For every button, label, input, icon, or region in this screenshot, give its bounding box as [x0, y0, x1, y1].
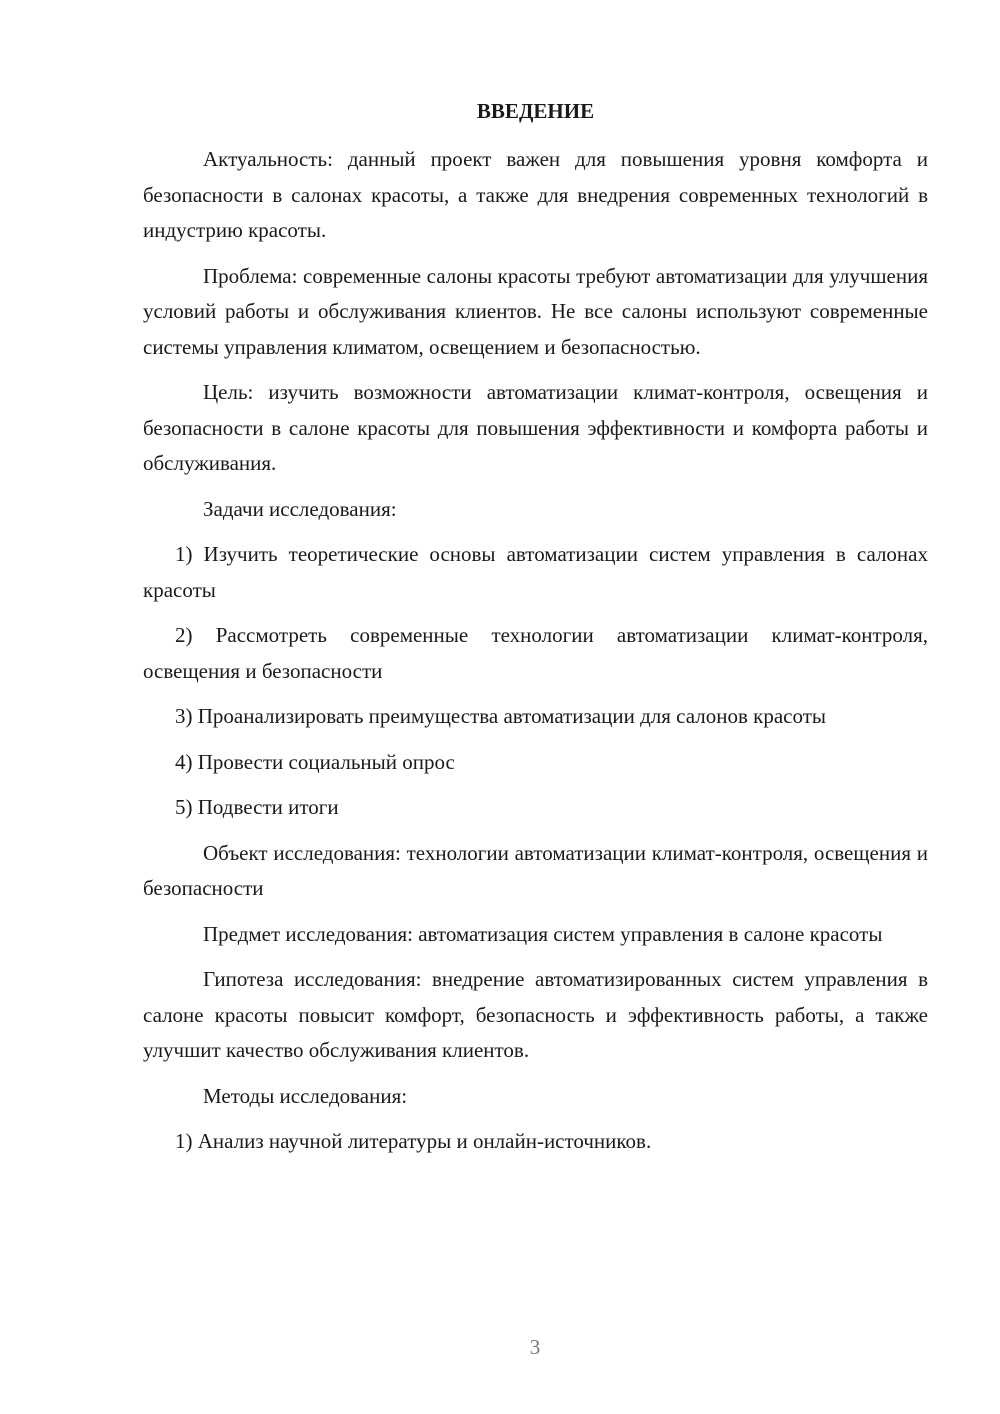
relevance-paragraph: Актуальность: данный проект важен для повышения уровня комфорта и безопасности в салонах красоты, а также для внедрения современных технологий в индустрию красоты.	[143, 147, 928, 242]
object-paragraph: Объект исследования: технологии автоматизации климат-контроля, освещения и безопасности	[143, 840, 928, 900]
subject-paragraph: Предмет исследования: автоматизация систем управления в салоне красоты	[203, 921, 883, 946]
hypothesis-paragraph: Гипотеза исследования: внедрение автоматизированных систем управления в салоне красоты повысит комфорт, безопасность и эффективность работы, а также улучшит качество обслуживания клиентов.	[143, 967, 928, 1062]
page-number-container	[0, 1332, 1000, 1362]
task-item: 5) Подвести итоги	[175, 795, 339, 819]
page-number: 3	[529, 1335, 541, 1359]
task-item: 2) Рассмотреть современные технологии автоматизации климат-контроля, освещения и безопасности	[143, 623, 928, 683]
tasks-heading: Задачи исследования:	[203, 496, 397, 521]
document-body	[143, 142, 928, 1160]
task-item: 4) Провести социальный опрос	[175, 749, 455, 774]
method-item: 1) Анализ научной литературы и онлайн-источников.	[175, 1129, 652, 1153]
methods-heading: Методы исследования:	[203, 1083, 408, 1108]
task-item: 3) Проанализировать преимущества автоматизации для салонов красоты	[175, 704, 826, 728]
problem-paragraph: Проблема: современные салоны красоты требуют автоматизации для улучшения условий работы и обслуживания клиентов. Не все салоны используют современные системы управления климатом, освещением и безопасностью.	[143, 263, 928, 359]
page-title: ВВЕДЕНИЕ	[476, 99, 595, 123]
goal-paragraph: Цель: изучить возможности автоматизации климат-контроля, освещения и безопасности в салоне красоты для повышения эффективности и комфорта работы и обслуживания.	[143, 380, 928, 475]
task-item: 1) Изучить теоретические основы автоматизации систем управления в салонах красоты	[143, 542, 928, 602]
